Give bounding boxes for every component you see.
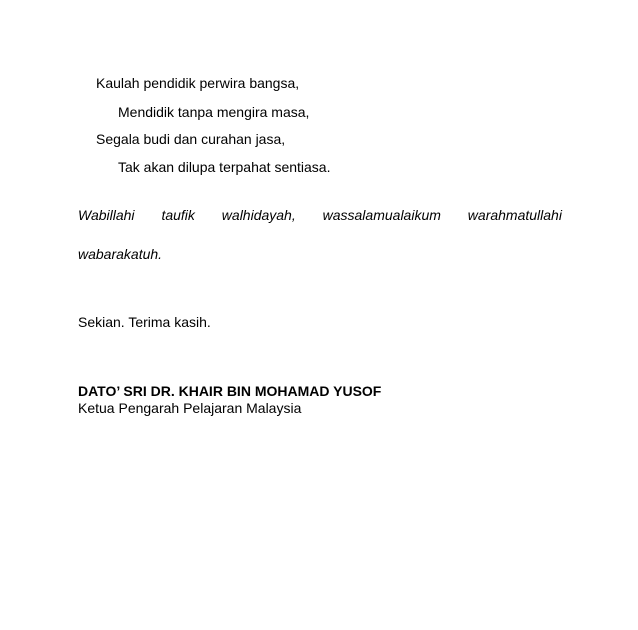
poem-line-3: Segala budi dan curahan jasa,	[96, 131, 286, 147]
poem-line-2: Mendidik tanpa mengira masa,	[118, 104, 310, 120]
closing-word: walhidayah,	[221, 207, 296, 223]
closing-word: Wabillahi	[78, 207, 135, 223]
closing-word: taufik	[161, 207, 195, 223]
signer-title: Ketua Pengarah Pelajaran Malaysia	[78, 400, 302, 416]
signer-name: DATO’ SRI DR. KHAIR BIN MOHAMAD YUSOF	[78, 383, 382, 399]
closing-word: warahmatullahi	[467, 207, 562, 223]
closing-line-1	[78, 206, 562, 224]
thanks-text: Sekian. Terima kasih.	[78, 314, 211, 330]
closing-line-2: wabarakatuh.	[78, 246, 163, 262]
poem-line-4: Tak akan dilupa terpahat sentiasa.	[118, 159, 331, 175]
poem-line-1: Kaulah pendidik perwira bangsa,	[96, 75, 300, 91]
closing-word: wassalamualaikum	[322, 207, 441, 223]
